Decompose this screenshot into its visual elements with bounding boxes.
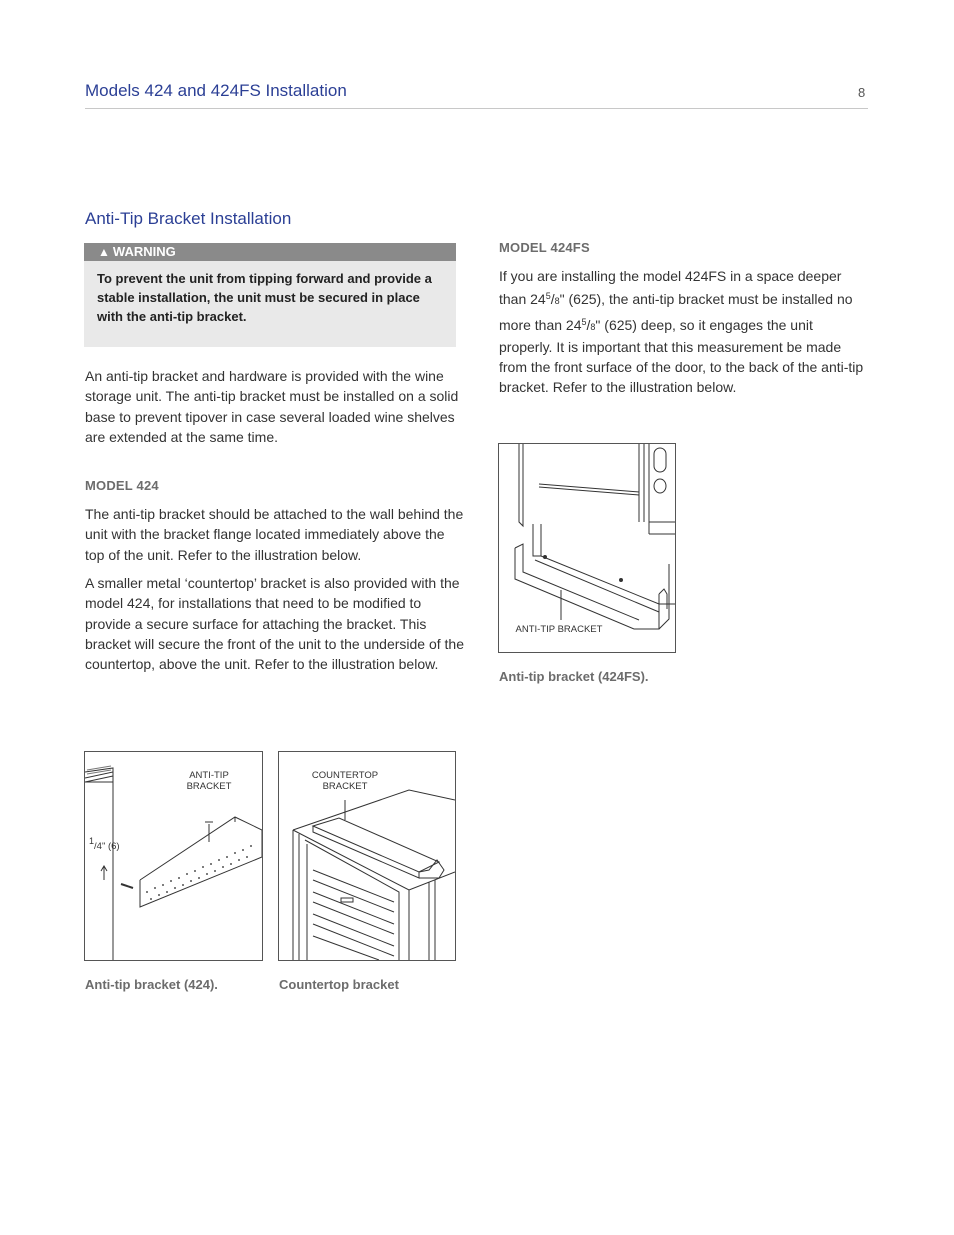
figure-424-label-line-1: ANTI-TIP — [189, 770, 229, 781]
dimension-denominator: 4 — [96, 841, 102, 852]
figure-424fs-drawing — [499, 444, 675, 652]
figure-424-label-line-2: BRACKET — [186, 781, 232, 792]
model-424-paragraph-1: The anti-tip bracket should be attached to the wall behind the unit with the bracket flange located immediately above the top of the unit. Refer to the illustration below. — [85, 506, 464, 563]
model-424fs-line-2: than $24^5/8$" (625), the anti-tip bracket must be installed no — [499, 291, 853, 308]
text-run: " (625) deep, so it engages the unit — [595, 316, 813, 333]
figure-424-illustration — [84, 751, 263, 961]
figure-countertop-caption: Countertop bracket — [279, 977, 399, 992]
page-number: 8 — [858, 85, 866, 100]
page-header-title: Models 424 and 424FS Installation — [85, 81, 347, 100]
dimension-rest: " (6) — [101, 841, 120, 852]
model-424fs-line-1: If you are installing the model 424FS in a space deeper — [499, 268, 842, 284]
model-424fs-line-3: more than $24^5/8$" (625) deep, so it engages the unit — [499, 316, 813, 333]
fraction-denominator: 8 — [590, 321, 596, 332]
model-424fs-paragraph — [499, 266, 879, 398]
model-424fs-heading: MODEL 424FS — [499, 240, 590, 255]
figure-424-caption: Anti-tip bracket (424). — [85, 977, 218, 992]
section-title: Anti-Tip Bracket Installation — [85, 209, 292, 228]
figure-countertop-label-line-2: BRACKET — [322, 781, 368, 792]
fraction-denominator: 8 — [554, 296, 560, 307]
model-424fs-rest: properly. It is important that this measurement be made from the front surface of the door, to the back of the anti-tip bracket. Refer to the illustration below. — [499, 338, 864, 396]
figure-424-label — [181, 770, 237, 792]
dimension-numerator: 1 — [89, 836, 95, 846]
fraction-numerator: 5 — [545, 291, 551, 302]
model-424-heading: MODEL 424 — [85, 478, 159, 493]
intro-paragraph: An anti-tip bracket and hardware is provided with the wine storage unit. The anti-tip bracket must be installed on a solid base to prevent tipover in case several loaded wine shelves are extended at the same time. — [85, 368, 459, 445]
warning-label: WARNING — [112, 244, 176, 259]
figure-countertop-label-line-1: COUNTERTOP — [311, 770, 379, 781]
text-run: " (625), the anti-tip bracket must be installed no — [559, 291, 853, 308]
figure-424fs-illustration — [498, 443, 676, 653]
figure-424fs-label: ANTI-TIP BRACKET — [515, 624, 603, 635]
warning-icon: ▲ — [98, 245, 110, 259]
text-run: than 24 — [499, 291, 546, 308]
model-424-paragraph-2: A smaller metal ‘countertop’ bracket is also provided with the model 424, for installations that need to be modified to provide a secure surface for attaching the bracket. This bracket will secure the front of the unit to the underside of the countertop, above the unit. Refer to the illustration below. — [85, 575, 464, 673]
figure-424-dimension: $^1$/4" (6) — [89, 836, 120, 852]
text-run: more than 24 — [499, 316, 582, 333]
figure-424fs-caption: Anti-tip bracket (424FS). — [499, 669, 649, 684]
figure-countertop-illustration — [278, 751, 456, 961]
warning-header — [84, 243, 456, 261]
fraction-numerator: 5 — [581, 316, 587, 327]
warning-box — [84, 243, 456, 347]
header-divider — [85, 108, 868, 109]
warning-text: To prevent the unit from tipping forward and provide a stable installation, the unit must be secured in place with the anti-tip bracket. — [97, 271, 432, 324]
figure-countertop-label — [299, 770, 391, 792]
